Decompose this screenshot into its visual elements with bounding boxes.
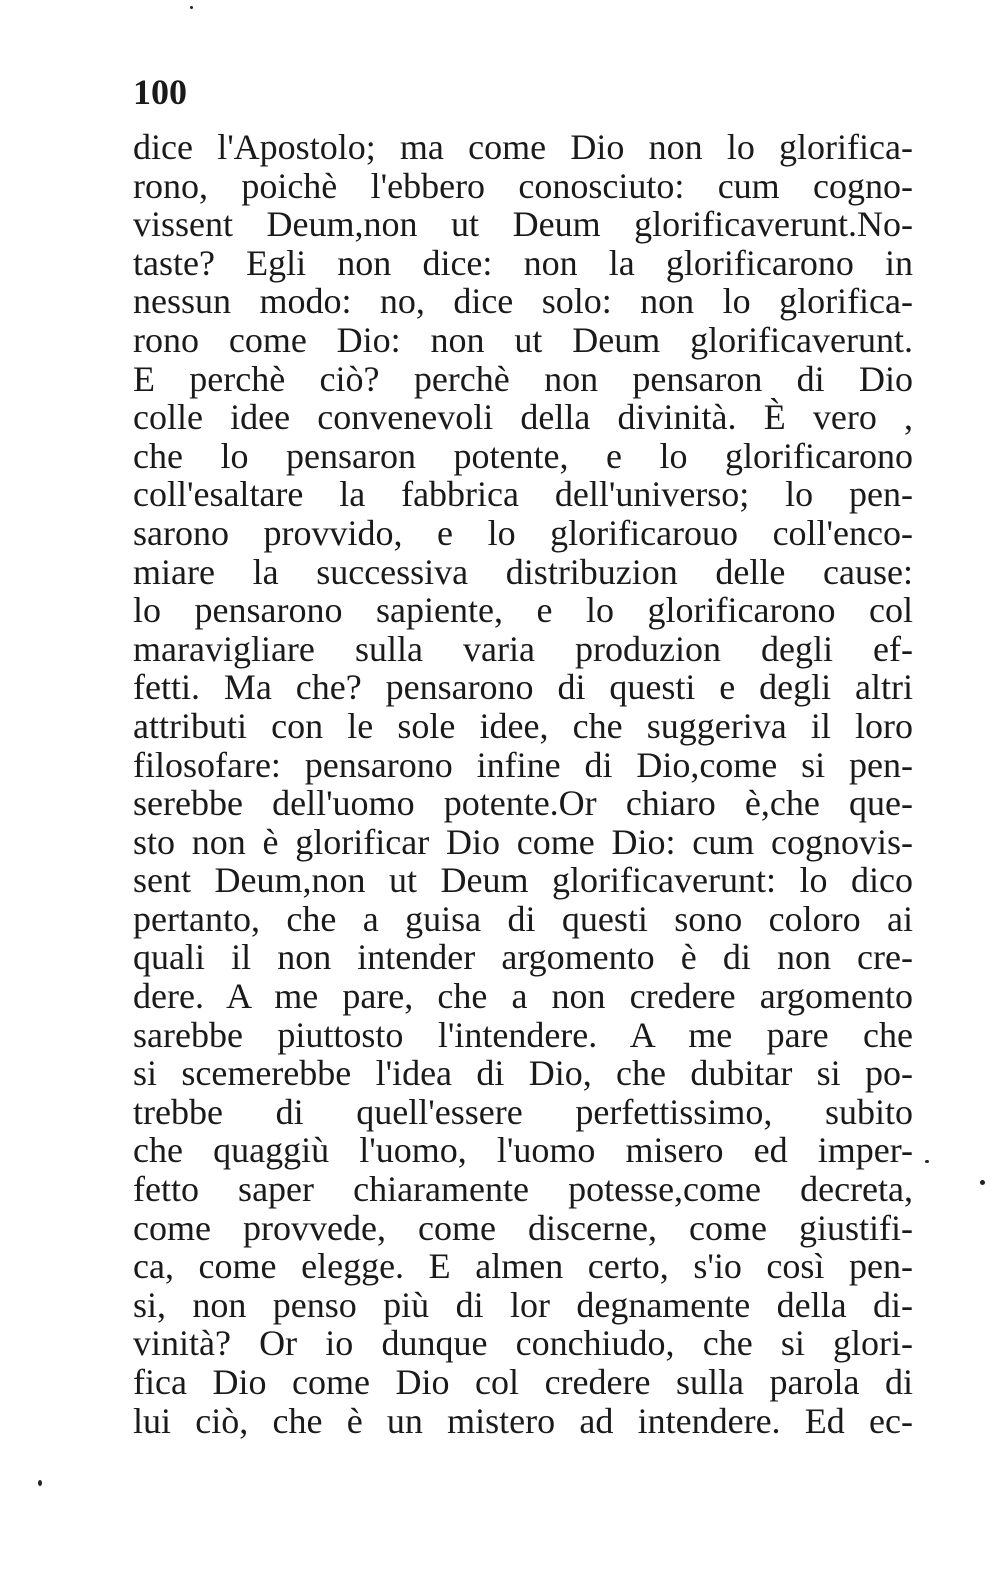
text-line: fica Dio come Dio col credere sulla parola di: [133, 1362, 913, 1402]
text-line: come provvede, come discerne, come giustifi-: [133, 1207, 913, 1248]
scan-speck: [38, 1480, 42, 1486]
page-number: 100: [133, 72, 187, 112]
text-line: che quaggiù l'uomo, l'uomo misero ed imper-: [133, 1130, 913, 1171]
text-line: filosofare: pensarono infine di Dio,come si pen-: [133, 744, 913, 785]
text-line: rono, poichè l'ebbero conosciuto: cum cogno-: [133, 165, 913, 206]
text-line: pertanto, che a guisa di questi sono coloro ai: [133, 898, 913, 939]
text-line: dere. A me pare, che a non credere argomento: [133, 976, 913, 1017]
text-line: dice l'Apostolo; ma come Dio non lo glorifica-: [133, 127, 913, 167]
text-line: vissent Deum,non ut Deum glorificaverunt.No-: [133, 204, 913, 245]
text-line: rono come Dio: non ut Deum glorificaverunt.: [133, 319, 913, 360]
text-line: colle idee convenevoli della divinità. È vero ,: [133, 397, 913, 438]
text-line: che lo pensaron potente, e lo glorificarono: [133, 435, 913, 476]
text-line: nessun modo: no, dice solo: non lo glorifica-: [133, 281, 913, 322]
text-line: lui ciò, che è un mistero ad intendere. Ed ec-: [133, 1400, 913, 1441]
text-line: serebbe dell'uomo potente.Or chiaro è,che que-: [133, 783, 913, 824]
scan-speck: [925, 1160, 929, 1163]
scan-speck: [190, 6, 193, 9]
body-text: [133, 128, 913, 1440]
text-line: sarono provvido, e lo glorificarouo coll'enco-: [133, 512, 913, 553]
text-line: ca, come elegge. E almen certo, s'io così pen-: [133, 1246, 913, 1287]
text-line: maravigliare sulla varia produzion degli ef-: [133, 628, 913, 669]
text-line: si, non penso più di lor degnamente della di-: [133, 1284, 913, 1325]
text-line: fetto saper chiaramente potesse,come decreta,: [133, 1169, 913, 1210]
text-line: fetti. Ma che? pensarono di questi e degli altri: [133, 667, 913, 708]
scan-speck: [980, 1180, 985, 1185]
text-line: vinità? Or io dunque conchiudo, che si glori-: [133, 1323, 913, 1364]
text-line: E perchè ciò? perchè non pensaron di Dio: [133, 358, 913, 399]
text-line: attributi con le sole idee, che suggeriva il loro: [133, 705, 913, 746]
text-line: sto non è glorificar Dio come Dio: cum cognovis-: [133, 821, 913, 862]
text-line: quali il non intender argomento è di non cre-: [133, 937, 913, 978]
text-line: sent Deum,non ut Deum glorificaverunt: lo dico: [133, 860, 913, 901]
text-line: lo pensarono sapiente, e lo glorificarono col: [133, 590, 913, 631]
text-line: trebbe di quell'essere perfettissimo, subito: [133, 1091, 913, 1132]
text-line: coll'esaltare la fabbrica dell'universo; lo pen-: [133, 474, 913, 515]
text-line: si scemerebbe l'idea di Dio, che dubitar si po-: [133, 1053, 913, 1094]
text-line: miare la successiva distribuzion delle cause:: [133, 551, 913, 592]
text-line: taste? Egli non dice: non la glorificarono in: [133, 242, 913, 283]
text-line: sarebbe piuttosto l'intendere. A me pare che: [133, 1014, 913, 1055]
